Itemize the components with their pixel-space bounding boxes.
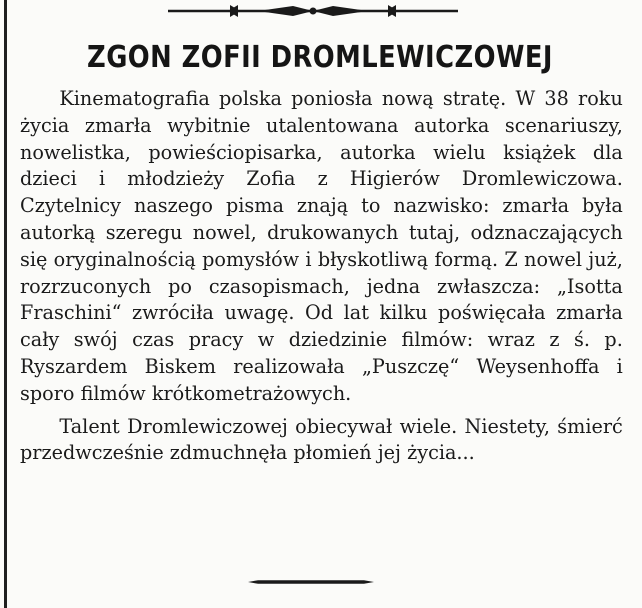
ornamental-rule-icon [168,2,458,20]
short-rule-icon [248,578,374,586]
article-paragraph-2: Talent Dromlewiczowej obiecywał wiele. Niestety, śmierć przedwcześnie zdmuchnęła płomień jej życia... [20,414,623,465]
article-paragraph-1: Kinematografia polska poniosła nową stratę. W 38 roku życia zmarła wybitnie utalentowana autorka scenariuszy, nowelistka, powieściopisarka, autorka wielu książek dla dzieci i młodzieży Zofia z Higierów Dromlewiczowa. Czytelnicy naszego pisma znają to nazwisko: zmarła była autorką szeregu nowel, drukowanych tutaj, odznaczających się oryginalnością pomysłów i błyskotliwą formą. Z nowel już, rozrzuconych po czasopismach, jedna zwłaszcza: „Isotta Fraschini“ zwróciła uwagę. Od lat kilku poświęcała zmarła cały swój czas pracy w dziedzinie filmów: wraz z ś. p. Ryszardem Biskem realizowała „Puszczę“ Weysenhoffa i sporo filmów krótkometrażowych. [20,87,623,405]
article-headline: ZGON ZOFII DROMLEWICZOWEJ [87,40,553,75]
article-body [20,86,632,467]
column-divider-line [4,0,7,608]
